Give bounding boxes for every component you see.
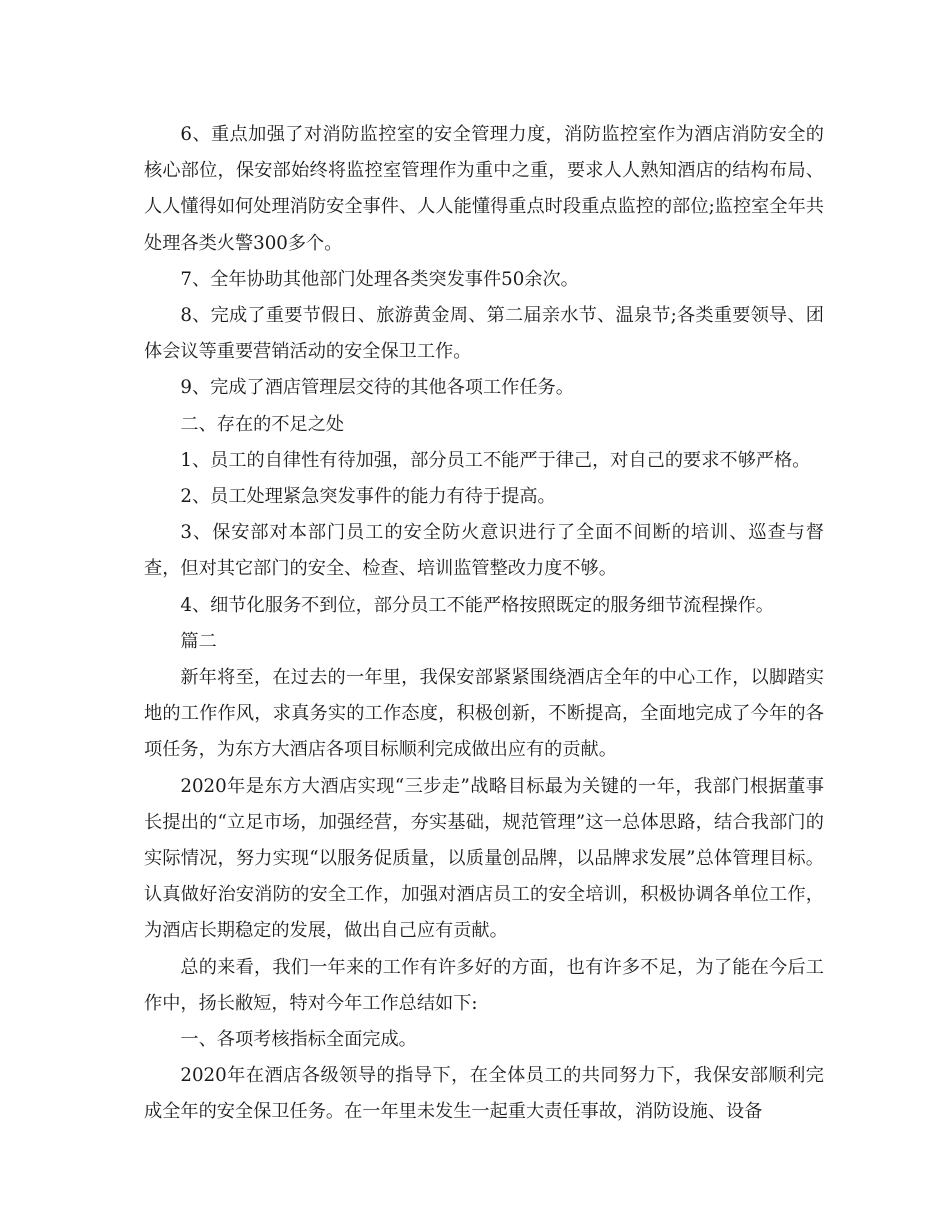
paragraph-item-9: 9、完成了酒店管理层交待的其他各项工作任务。: [180, 377, 574, 399]
part-heading: 篇二: [180, 630, 217, 652]
document-body: [144, 117, 824, 1131]
paragraph-item-7: 7、全年协助其他部门处理各类突发事件50余次。: [180, 268, 579, 290]
section-heading-shortcomings: 二、存在的不足之处: [180, 413, 345, 435]
paragraph-item-8: 8、完成了重要节假日、旅游黄金周、第二届亲水节、温泉节;各类重要领导、团体会议等重要营销活动的安全保卫工作。: [144, 305, 824, 363]
paragraph-item-6: 6、重点加强了对消防监控室的安全管理力度，消防监控室作为酒店消防安全的核心部位，保安部始终将监控室管理作为重中之重，要求人人熟知酒店的结构布局、人人懂得如何处理消防安全事件、人人能懂得重点时段重点监控的部位;监控室全年共处理各类火警300多个。: [144, 124, 824, 254]
shortcoming-item-1: 1、员工的自律性有待加强，部分员工不能严于律己，对自己的要求不够严格。: [180, 449, 811, 471]
strategy-paragraph: 2020年是东方大酒店实现“三步走”战略目标最为关键的一年，我部门根据董事长提出的“立足市场，加强经营，夯实基础，规范管理”这一总体思路，结合我部门的实际情况，努力实现“以服务促质量，以质量创品牌，以品牌求发展”总体管理目标。认真做好治安消防的安全工作，加强对酒店员工的安全培训，积极协调各单位工作，为酒店长期稳定的发展，做出自己应有贡献。: [144, 775, 824, 942]
shortcoming-item-4: 4、细节化服务不到位，部分员工不能严格按照既定的服务细节流程操作。: [180, 594, 774, 616]
summary-paragraph: 总的来看，我们一年来的工作有许多好的方面，也有许多不足，为了能在今后工作中，扬长敝短，特对今年工作总结如下:: [144, 956, 824, 1014]
shortcoming-item-2: 2、员工处理紧急突发事件的能力有待于提高。: [180, 486, 556, 508]
intro-paragraph: 新年将至，在过去的一年里，我保安部紧紧围绕酒店全年的中心工作，以脚踏实地的工作作风，求真务实的工作态度，积极创新，不断提高，全面地完成了今年的各项任务，为东方大酒店各项目标顺利完成做出应有的贡献。: [144, 667, 824, 761]
indicators-paragraph: 2020年在酒店各级领导的指导下，在全体员工的共同努力下，我保安部顺利完成全年的安全保卫任务。在一年里未发生一起重大责任事故，消防设施、设备: [144, 1065, 824, 1123]
section-heading-indicators: 一、各项考核指标全面完成。: [180, 1029, 417, 1051]
shortcoming-item-3: 3、保安部对本部门员工的安全防火意识进行了全面不间断的培训、巡查与督查，但对其它部门的安全、检查、培训监管整改力度不够。: [144, 522, 824, 580]
